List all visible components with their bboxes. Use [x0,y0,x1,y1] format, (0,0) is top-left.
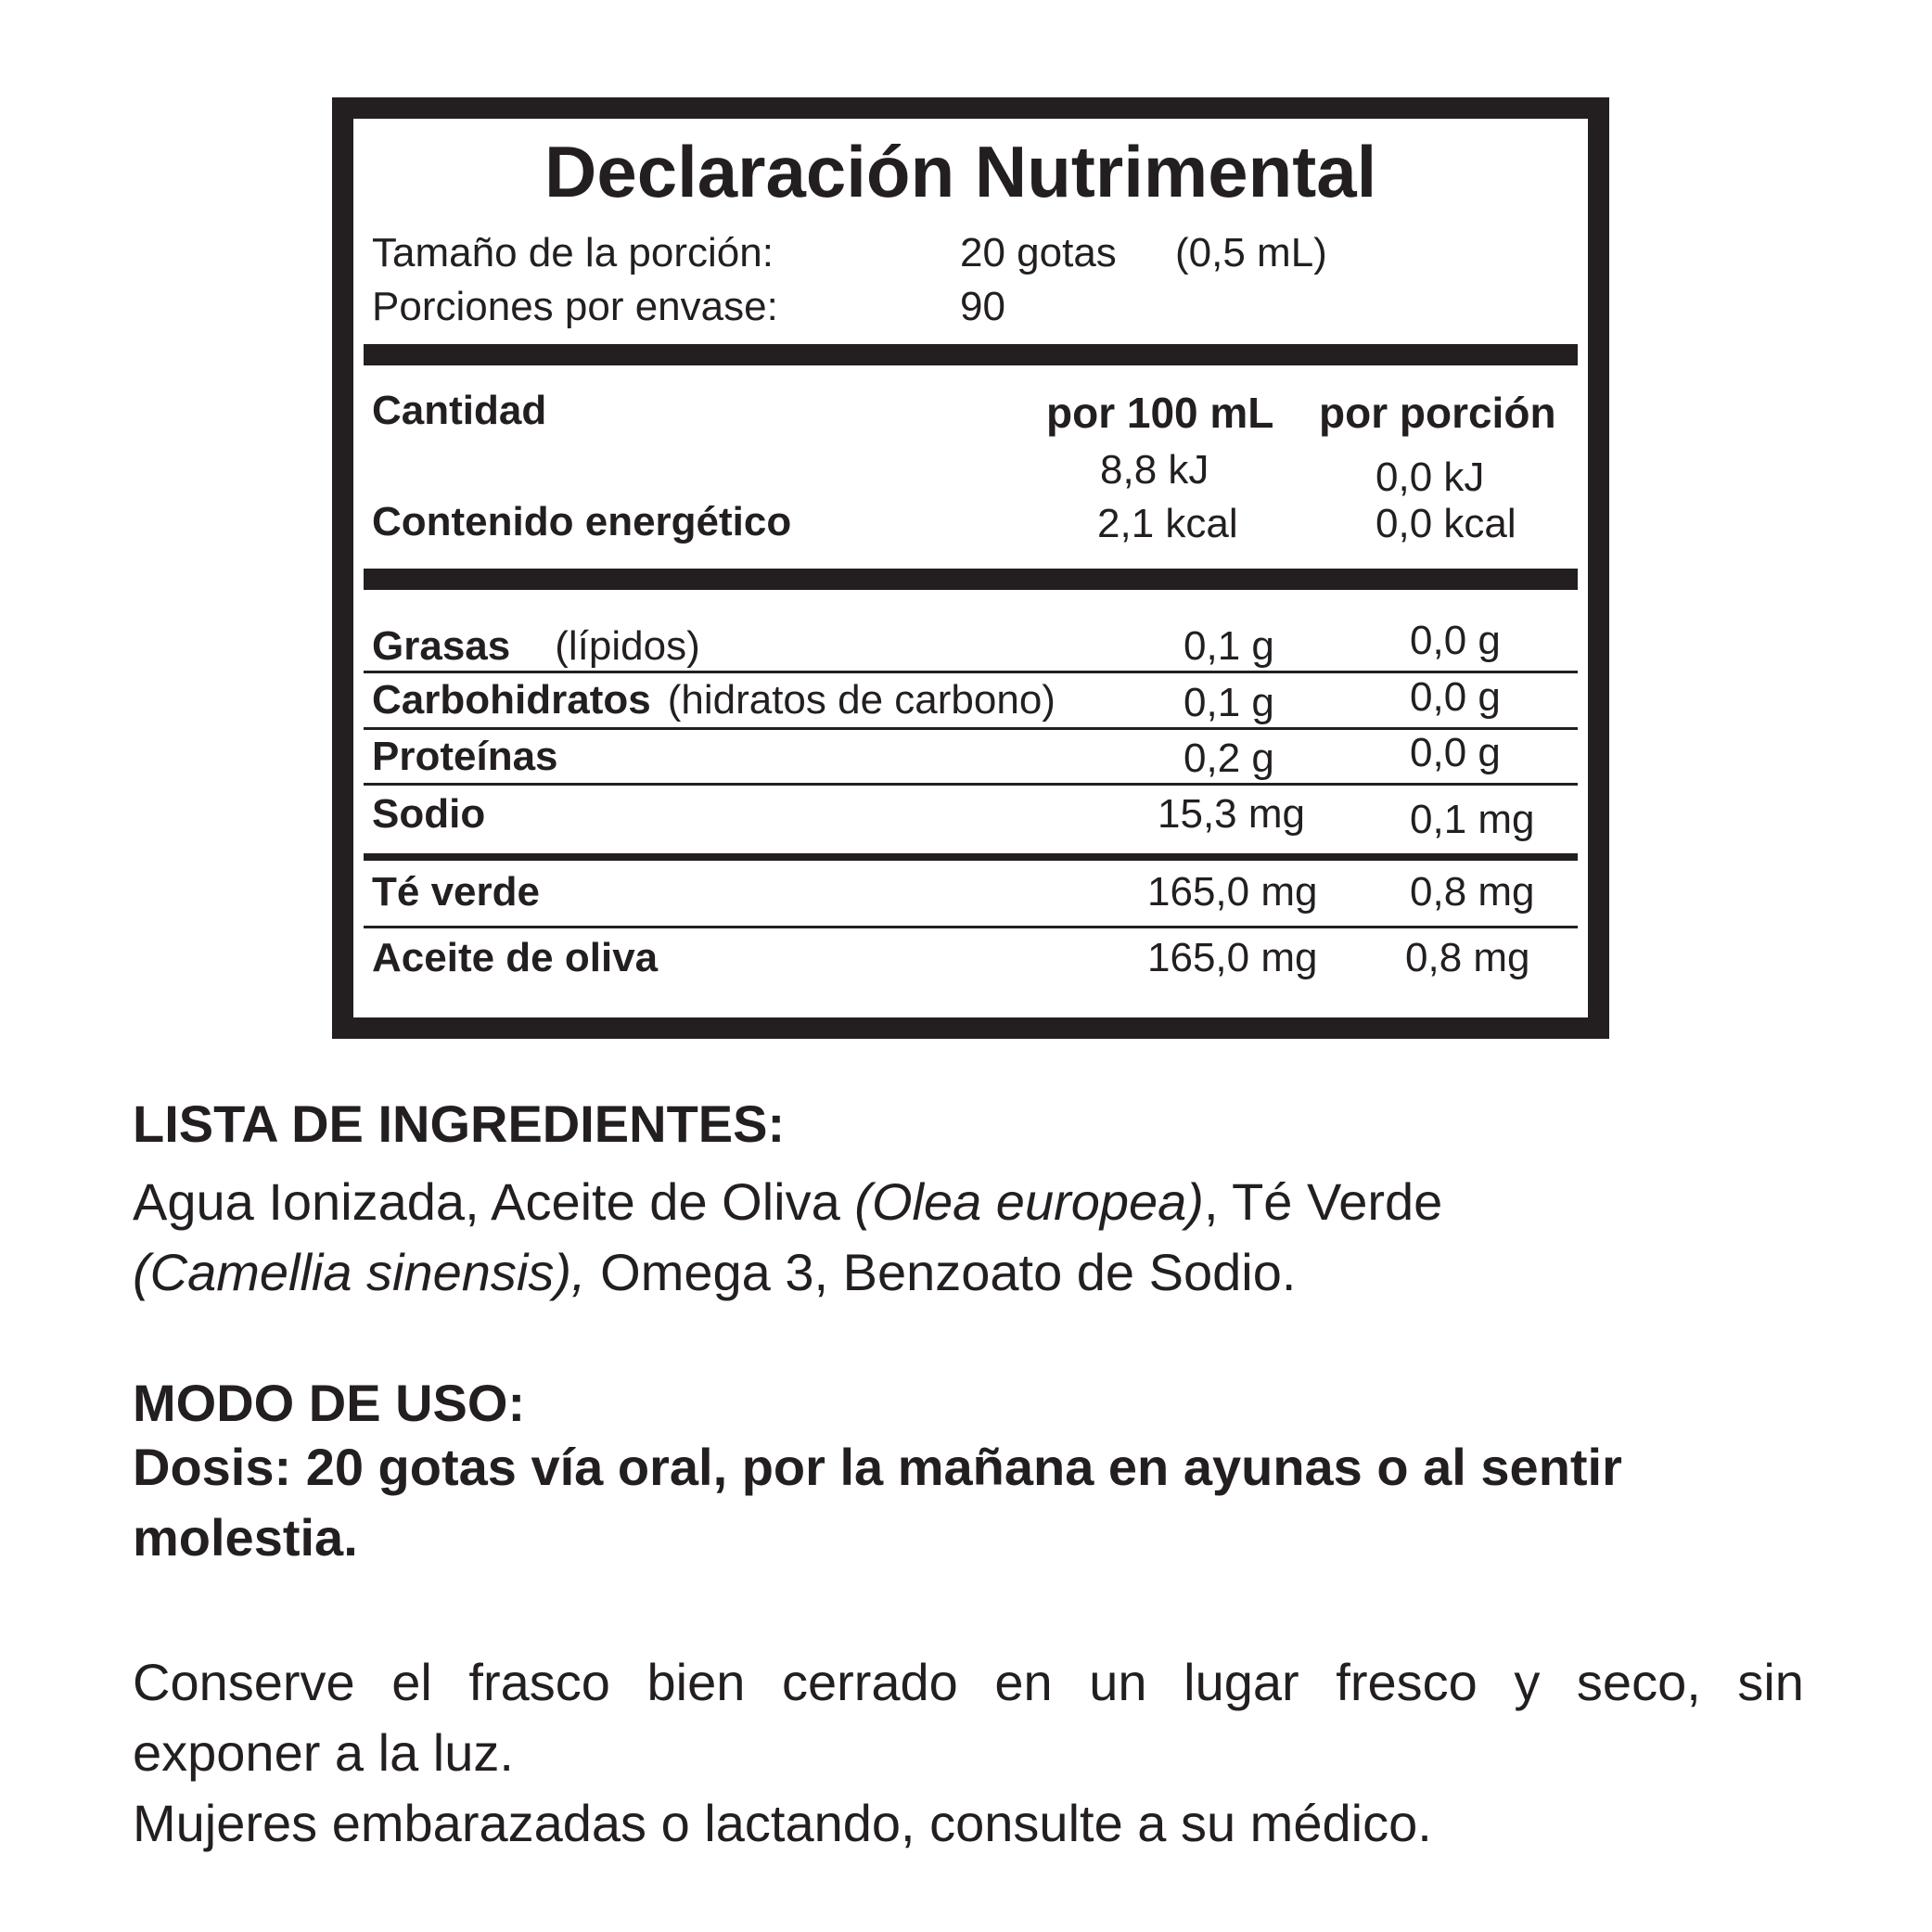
ingredients-scientific-name: (Camellia sinensis), [133,1243,586,1301]
servings-value: 90 [960,284,1005,329]
nutrient-per100: 0,1 g [1184,680,1274,725]
serving-size-value: 20 gotas [960,230,1117,275]
storage-word: frasco [468,1653,610,1711]
energy-per100-kj: 8,8 kJ [1100,447,1209,493]
medium-divider [364,853,1578,861]
row-divider [364,783,1578,786]
col-amount-header: Cantidad [372,388,547,433]
storage-line-1 [133,1647,1804,1718]
nutrient-name: Sodio [372,791,486,837]
ingredients-text: , Té Verde [1203,1172,1443,1231]
nutrient-per100: 0,1 g [1184,623,1274,669]
nutrient-per100: 0,2 g [1184,736,1274,781]
row-divider [364,926,1578,928]
serving-size-ml: (0,5 mL) [1175,230,1327,275]
storage-word: bien [646,1653,746,1711]
row-divider [364,727,1578,730]
nutrient-note: (lípidos) [555,623,700,669]
storage-word: seco, [1576,1653,1701,1711]
nutrient-name: Té verde [372,869,540,915]
usage-dose-line-1: Dosis: 20 gotas vía oral, por la mañana en ayunas o al sentir [133,1438,1622,1496]
storage-word: cerrado [781,1653,958,1711]
row-divider [364,671,1578,673]
panel-title: Declaración Nutrimental [544,131,1377,212]
storage-word: en [994,1653,1053,1711]
nutrient-name: Carbohidratos [372,677,651,723]
nutrient-per100: 165,0 mg [1147,935,1318,980]
ingredients-text: Omega 3, Benzoato de Sodio. [585,1243,1297,1301]
storage-word: Conserve [133,1653,355,1711]
nutrient-serving: 0,0 g [1410,618,1501,663]
nutrient-name: Proteínas [372,734,558,779]
thick-divider [364,344,1578,365]
ingredients-line-1 [133,1167,1442,1237]
storage-word: y [1514,1653,1541,1711]
storage-word: lugar [1184,1653,1299,1711]
nutrient-name: Aceite de oliva [372,935,659,980]
ingredients-heading: LISTA DE INGREDIENTES: [133,1094,786,1153]
nutrient-serving: 0,0 g [1410,674,1501,720]
ingredients-scientific-name: (Olea europea) [854,1172,1204,1231]
ingredients-text: Agua Ionizada, Aceite de Oliva [133,1172,855,1231]
nutrient-name: Grasas [372,623,511,669]
nutrient-per100: 15,3 mg [1158,791,1305,837]
storage-word: sin [1737,1653,1804,1711]
thick-divider [364,569,1578,590]
nutrient-row-carbs [372,677,1056,723]
usage-heading: MODO DE USO: [133,1374,526,1432]
energy-serving-kcal: 0,0 kcal [1375,501,1516,546]
usage-dose-line-2: molestia. [133,1508,358,1567]
energy-per100-kcal: 2,1 kcal [1097,501,1238,546]
storage-line-1-text [133,1647,1804,1718]
energy-serving-kj: 0,0 kJ [1375,454,1485,500]
storage-line-2: exponer a la luz. [133,1723,514,1782]
nutrient-note: (hidratos de carbono) [667,677,1056,723]
col-perserving-header: por porción [1319,389,1556,437]
servings-label: Porciones por envase: [372,284,778,329]
storage-word: un [1089,1653,1147,1711]
nutrient-serving: 0,8 mg [1410,869,1535,915]
col-per100-header: por 100 mL [1046,389,1274,437]
nutrient-serving: 0,0 g [1410,730,1501,775]
ingredients-line-2 [133,1237,1296,1308]
storage-word: fresco [1336,1653,1478,1711]
energy-label: Contenido energético [372,499,792,544]
serving-size-label: Tamaño de la porción: [372,230,774,275]
storage-word: el [391,1653,432,1711]
nutrient-serving: 0,1 mg [1410,797,1535,842]
nutrient-per100: 165,0 mg [1147,869,1318,915]
storage-line-3: Mujeres embarazadas o lactando, consulte a su médico. [133,1794,1432,1852]
nutrient-serving: 0,8 mg [1405,935,1530,980]
nutrient-row-fat [372,623,700,670]
